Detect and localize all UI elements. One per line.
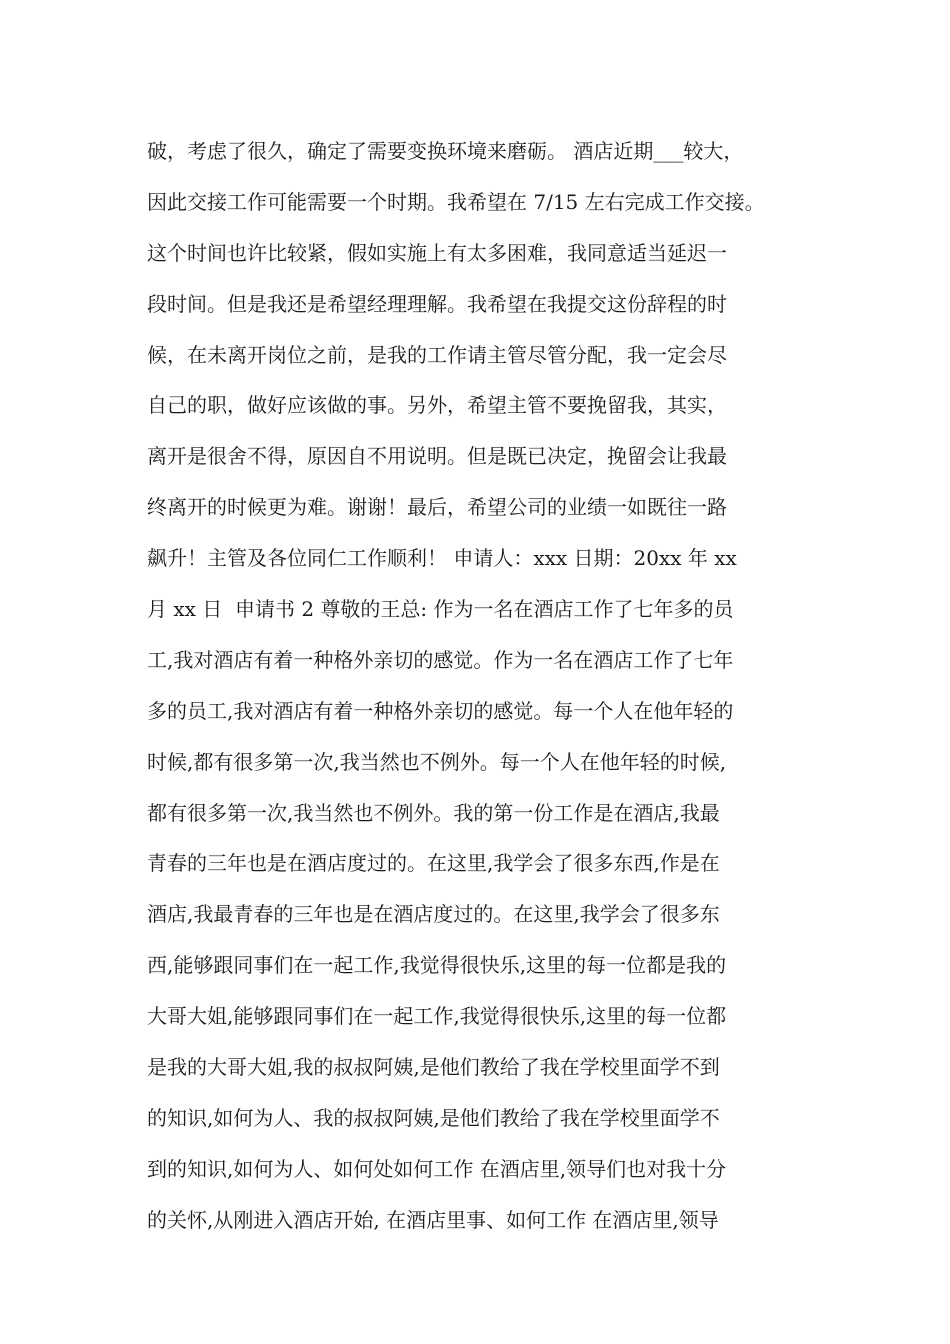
text-line: 终离开的时候更为难。谢谢！最后，希望公司的业绩一如既往一路	[147, 495, 727, 520]
text-line: 工,我对酒店有着一种格外亲切的感觉。作为一名在酒店工作了七年	[147, 647, 734, 672]
text-line: 因此交接工作可能需要一个时期。我希望在 7/15 左右完成工作交接。	[147, 189, 765, 214]
text-line: 候，在未离开岗位之前，是我的工作请主管尽管分配，我一定会尽	[147, 342, 727, 367]
text-line: 都有很多第一次,我当然也不例外。我的第一份工作是在酒店,我最	[147, 800, 720, 825]
text-line: 酒店,我最青春的三年也是在酒店度过的。在这里,我学会了很多东	[147, 902, 720, 927]
text-line: 西,能够跟同事们在一起工作,我觉得很快乐,这里的每一位都是我的	[147, 953, 727, 978]
text-line: 大哥大姐,能够跟同事们在一起工作,我觉得很快乐,这里的每一位都	[147, 1004, 727, 1029]
text-line: 多的员工,我对酒店有着一种格外亲切的感觉。每一个人在他年轻的	[147, 698, 734, 723]
text-line: 离开是很舍不得，原因自不用说明。但是既已决定，挽留会让我最	[147, 444, 727, 469]
text-line: 时候,都有很多第一次,我当然也不例外。每一个人在他年轻的时候,	[147, 749, 727, 774]
text-line: 的知识,如何为人、我的叔叔阿姨,是他们教给了我在学校里面学不	[147, 1105, 720, 1130]
text-line: 这个时间也许比较紧，假如实施上有太多困难，我同意适当延迟一	[147, 240, 727, 265]
text-line: 段时间。但是我还是希望经理理解。我希望在我提交这份辞程的时	[147, 291, 727, 316]
text-line: 青春的三年也是在酒店度过的。在这里,我学会了很多东西,作是在	[147, 851, 720, 876]
text-line: 到的知识,如何为人、如何处如何工作 在酒店里,领导们也对我十分	[147, 1156, 727, 1181]
text-line: 自己的职，做好应该做的事。另外，希望主管不要挽留我，其实，	[147, 393, 727, 418]
text-line: 破，考虑了很久，确定了需要变换环境来磨砺。 酒店近期___较大，	[147, 139, 744, 163]
text-line: 月 xx 日 申请书 2 尊敬的王总: 作为一名在酒店工作了七年多的员	[147, 597, 734, 622]
text-line: 的关怀,从刚进入酒店开始, 在酒店里事、如何工作 在酒店里,领导	[147, 1207, 719, 1232]
text-line: 飙升！主管及各位同仁工作顺利！ 申请人：xxx 日期：20xx 年 xx	[147, 546, 737, 571]
body-text	[147, 131, 847, 1251]
text-line: 是我的大哥大姐,我的叔叔阿姨,是他们教给了我在学校里面学不到	[147, 1055, 720, 1080]
